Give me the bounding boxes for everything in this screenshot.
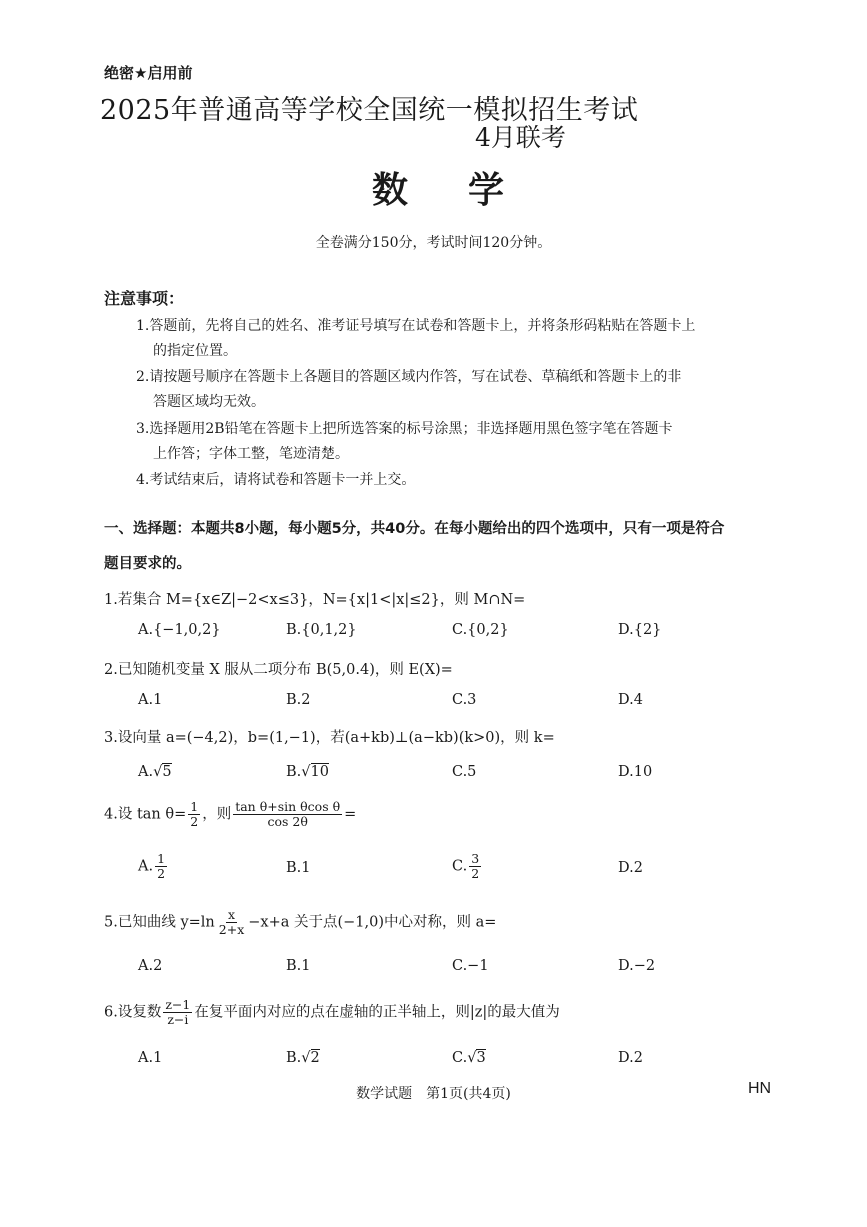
q1-option-c: C.{0,2} [452, 622, 509, 638]
q1-option-d: D.{2} [618, 622, 662, 638]
q3-option-a: A.√5 [138, 764, 172, 780]
exam-title: 2025年普通高等学校全国统一模拟招生考试 [100, 95, 639, 126]
notice-heading: 注意事项： [104, 289, 185, 308]
notice-line: 1.答题前，先将自己的姓名、准考证号填写在试卷和答题卡上，并将条形码粘贴在答题卡上 [136, 318, 696, 334]
q5-option-c: C.−1 [452, 958, 489, 974]
page-footer: 数学试题 第1页(共4页) [356, 1086, 511, 1102]
notice-line: 3.选择题用2B铅笔在答题卡上把所选答案的标号涂黑；非选择题用黑色签字笔在答题卡 [136, 421, 673, 437]
q4-option-a: A. $\frac{1}{2}$ [138, 851, 166, 881]
subject-title: 数学 [372, 170, 565, 211]
notice-line: 4.考试结束后，请将试卷和答题卡一并上交。 [136, 472, 416, 488]
q6-option-c: C.√3 [452, 1050, 486, 1066]
q5-option-b: B.1 [286, 958, 311, 974]
question-4: 4.设 tan θ= $\frac{1}{2}$ ，则 $\frac{\text{tan θ+sin θcos θ}}{\cos 2\theta}$ = [104, 799, 357, 829]
question-3: 3.设向量 a=(−4,2)，b=(1,−1)，若(a+kb)⊥(a−kb)(k>0)，则 k= [104, 730, 555, 746]
q5-option-a: A.2 [138, 958, 163, 974]
q2-option-a: A.1 [138, 692, 163, 708]
question-2: 2.已知随机变量 X 服从二项分布 B(5,0.4)，则 E(X)= [104, 662, 453, 678]
q4-option-c: C. $\frac{3}{2}$ [452, 851, 480, 881]
q4-option-b: B.1 [286, 860, 311, 876]
section-heading: 一、选择题：本题共8小题，每小题5分，共40分。在每小题给出的四个选项中，只有一项是符合 [104, 521, 725, 537]
q3-option-b: B.√10 [286, 764, 329, 780]
q1-option-b: B.{0,1,2} [286, 622, 357, 638]
notice-line: 答题区域均无效。 [153, 394, 265, 410]
q5-option-d: D.−2 [618, 958, 656, 974]
q2-option-d: D.4 [618, 692, 643, 708]
confidential-label: 绝密★启用前 [104, 64, 193, 82]
region-code: HN [748, 1080, 772, 1097]
question-6: 6.设复数 $\frac{z-1}{z-i}$ 在复平面内对应的点在虚轴的正半轴上，则|z|的最大值为 [104, 997, 560, 1027]
q6-option-d: D.2 [618, 1050, 643, 1066]
q6-option-b: B.√2 [286, 1050, 320, 1066]
exam-subtitle: 4月联考 [475, 123, 566, 152]
q3-option-c: C.5 [452, 764, 477, 780]
q2-option-c: C.3 [452, 692, 477, 708]
q1-option-a: A.{−1,0,2} [138, 622, 221, 638]
score-info: 全卷满分150分，考试时间120分钟。 [315, 235, 552, 251]
q4-option-d: D.2 [618, 860, 643, 876]
q6-option-a: A.1 [138, 1050, 163, 1066]
notice-line: 2.请按题号顺序在答题卡上各题目的答题区域内作答，写在试卷、草稿纸和答题卡上的非 [136, 369, 682, 385]
notice-line: 上作答；字体工整，笔迹清楚。 [153, 446, 349, 462]
q2-option-b: B.2 [286, 692, 311, 708]
notice-line: 的指定位置。 [153, 343, 237, 359]
question-1: 1.若集合 M={x∈Z|−2<x≤3}，N={x|1<|x|≤2}，则 M∩N= [104, 592, 526, 608]
question-5: 5.已知曲线 y=ln $\frac{x}{2+x}$ −x+a 关于点(−1,0)中心对称，则 a= [104, 907, 497, 937]
q3-option-d: D.10 [618, 764, 653, 780]
section-heading-cont: 题目要求的。 [104, 556, 191, 572]
